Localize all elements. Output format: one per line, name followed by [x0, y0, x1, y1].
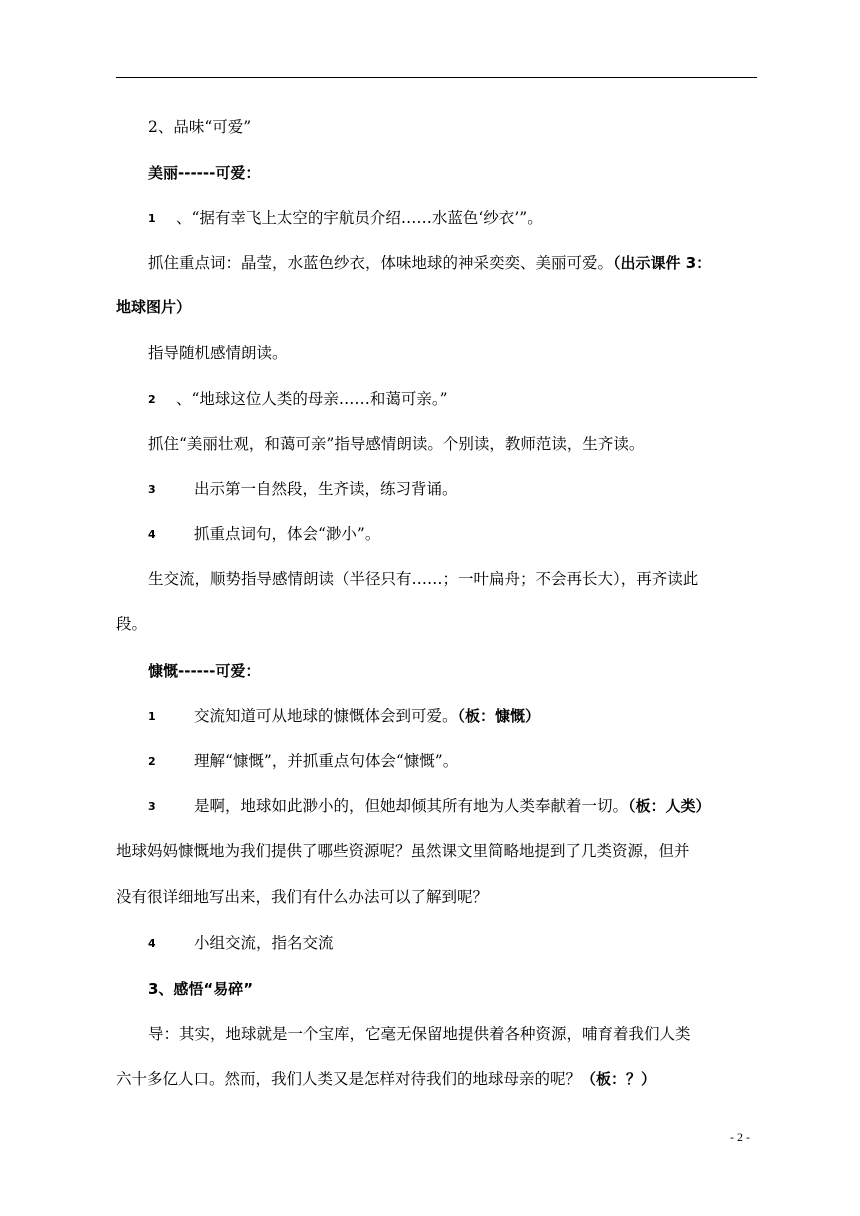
- subheading-kangkai: 慷慨------可爱：: [148, 662, 261, 680]
- list-number: 4: [148, 528, 156, 541]
- list-item: 3 是啊，地球如此渺小的，但她却倾其所有地为人类奉献着一切。（板：人类）: [148, 797, 711, 815]
- list-number: 1: [148, 710, 156, 723]
- list-number: 3: [148, 483, 156, 496]
- list-number: 4: [148, 937, 156, 950]
- section-heading-3: 3、感悟“易碎”: [148, 980, 254, 998]
- page-number: - 2 -: [730, 1130, 750, 1144]
- list-item: 2 理解“慷慨”，并抓重点句体会“慷慨”。: [148, 752, 459, 770]
- subheading-meili: 美丽------可爱：: [148, 164, 261, 182]
- paragraph-continuation: 六十多亿人口。然而，我们人类又是怎样对待我们的地球母亲的呢？（板：？）: [116, 1070, 657, 1088]
- list-item: 2 、“地球这位人类的母亲……和蔼可亲。”: [148, 390, 448, 408]
- paragraph-continuation: 没有很详细地写出来，我们有什么办法可以了解到呢？: [116, 888, 489, 906]
- paragraph: 地球妈妈慷慨地为我们提供了哪些资源呢？虽然课文里简略地提到了几类资源，但并: [116, 842, 690, 860]
- section-heading-2: 2、品味“可爱”: [148, 118, 252, 136]
- paragraph: 生交流，顺势指导感情朗读（半径只有……；一叶扁舟；不会再长大），再齐读此: [148, 570, 699, 588]
- list-number: 3: [148, 800, 156, 813]
- list-item: 1 交流知道可从地球的慷慨体会到可爱。（板：慷慨）: [148, 707, 541, 725]
- paragraph: 导：其实，地球就是一个宝库，它毫无保留地提供着各种资源，哺育着我们人类: [148, 1025, 691, 1043]
- paragraph-continuation: 地球图片）: [116, 298, 192, 316]
- list-item: 3 出示第一自然段，生齐读，练习背诵。: [148, 480, 458, 498]
- list-number: 1: [148, 212, 156, 225]
- paragraph: 指导随机感情朗读。: [148, 344, 288, 362]
- list-number: 2: [148, 393, 156, 406]
- list-item: 1 、“据有幸飞上太空的宇航员介绍……水蓝色‘纱衣’”。: [148, 209, 543, 227]
- header-rule: [116, 77, 757, 78]
- list-number: 2: [148, 755, 156, 768]
- paragraph: 抓住重点词：晶莹，水蓝色纱衣，体味地球的神采奕奕、美丽可爱。（出示课件 3：: [148, 254, 712, 272]
- paragraph-continuation: 段。: [116, 615, 148, 633]
- list-item: 4 小组交流，指名交流: [148, 934, 334, 952]
- list-item: 4 抓重点词句，体会“渺小”。: [148, 525, 381, 543]
- paragraph: 抓住“美丽壮观，和蔼可亲”指导感情朗读。个别读，教师范读，生齐读。: [148, 435, 645, 453]
